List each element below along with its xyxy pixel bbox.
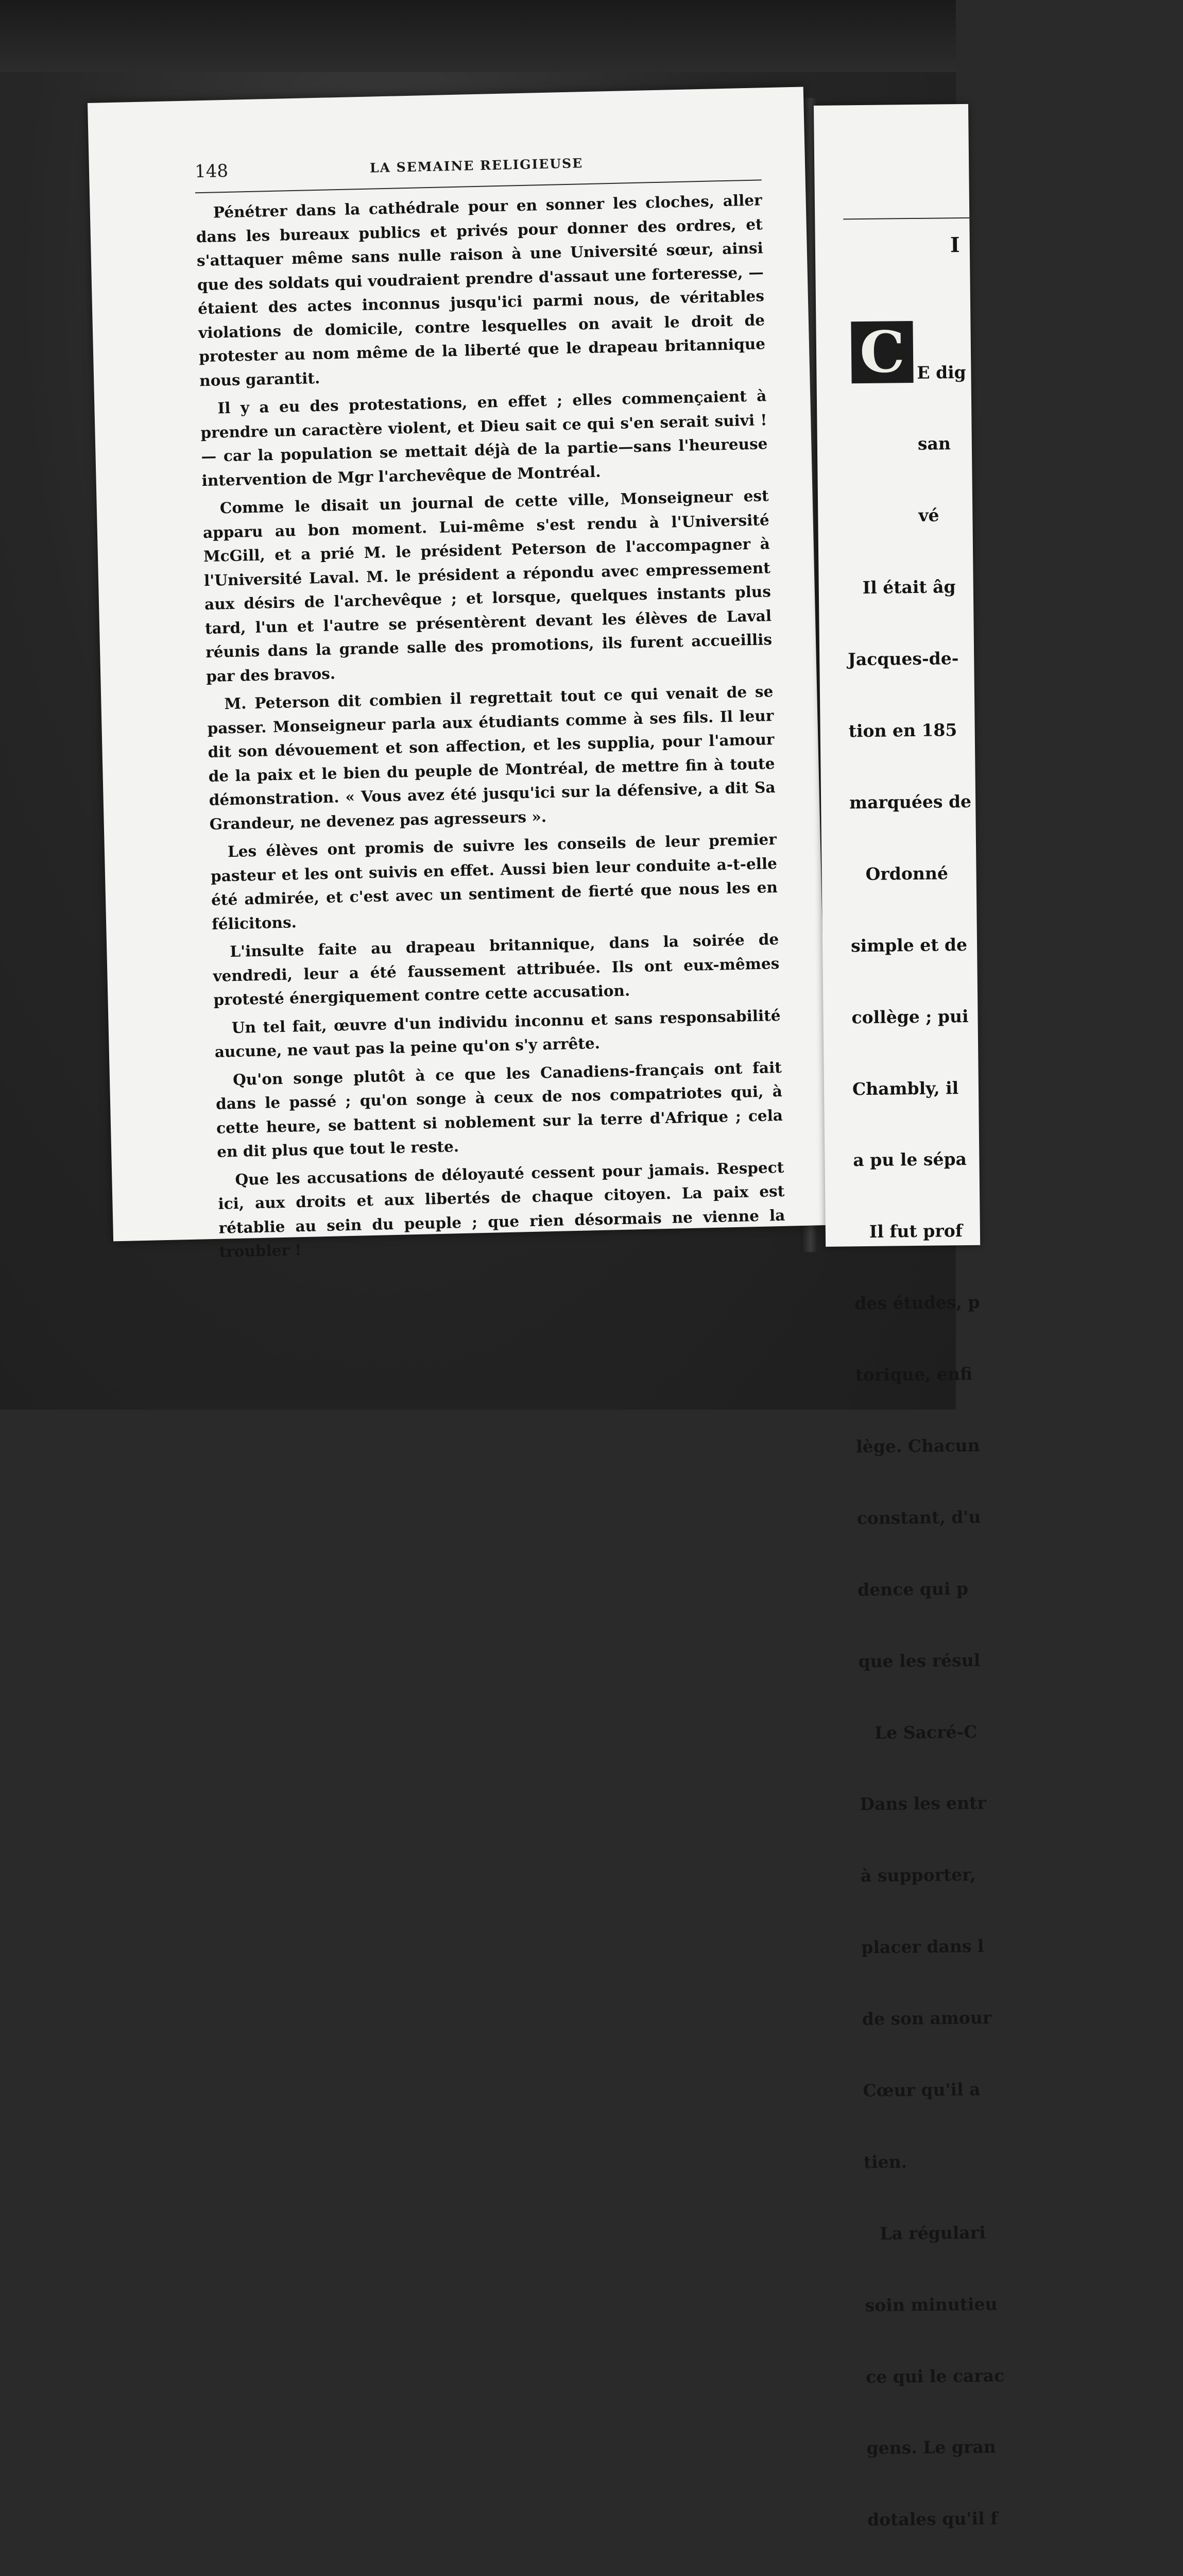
text-line: Dans les entr: [860, 1793, 987, 1815]
text-line: simple et de: [850, 934, 968, 956]
text-line: Jacques-de-: [848, 648, 959, 670]
text-line: soin minutieu: [865, 2294, 998, 2315]
text-line: Ordonné: [865, 863, 949, 884]
paragraph: L'insulte faite au drapeau britannique, dans la soirée de vendredi, leur a été faussement attribuée. Ils ont eux-mêmes protesté énergiquement contre cette accusation.: [213, 929, 780, 1009]
film-edge: [0, 0, 956, 72]
drop-cap: C: [851, 321, 913, 383]
header-rule: [843, 217, 998, 219]
left-page: [88, 87, 829, 1261]
paragraph: M. Peterson dit combien il regrettait tout ce qui venait de se passer. Monseigneur parla aux étudiants comme à ses fils. Il leur dit son dévouement et son affection, et les supplia, pour l'amour de la paix et le bien du peuple de Montréal, de mettre fin à toute démonstration. « Vous avez été jusqu'ici sur la défensive, a dit Sa Grandeur, ne devenez pas agresseurs ».: [207, 682, 776, 833]
text-line: dotales qu'il f: [867, 2508, 998, 2530]
heading-fragment: I: [950, 233, 960, 258]
text-line: de son amour: [862, 2007, 992, 2029]
text-line: lège. Chacun: [856, 1435, 980, 1457]
text-line: E dig: [917, 362, 966, 383]
text-line: constant, d'u: [856, 1506, 981, 1529]
paragraph: Les élèves ont promis de suivre les conseils de leur premier pasteur et les ont suivis en effet. Aussi bien leur conduite a-t-elle été admirée, et c'est avec un sentiment de fierté que nous les en félicitons.: [210, 830, 778, 933]
text-line: Il était âg: [862, 577, 956, 598]
text-line: san: [917, 433, 951, 454]
text-line: collège ; pui: [851, 1006, 969, 1027]
text-line: placer dans l: [861, 1936, 984, 1958]
paragraph: Comme le disait un journal de cette ville, Monseigneur est apparu au bon moment. Lui-même s'est rendu à l'Université McGill, et a prié M. le président Peterson de l'accompagner à l'Université Laval. M. le président a répondu avec empressement aux désirs de l'archevêque ; et lorsque, quelques instants plus tard, l'un et l'autre se présentèrent devant les élèves de Laval réunis dans la grande salle des promotions, ils furent accueillis par des bravos.: [202, 486, 773, 685]
text-line: La régulari: [880, 2222, 986, 2244]
text-line: a pu le sépa: [853, 1149, 967, 1171]
text-line: dence qui p: [857, 1578, 969, 1600]
text-line: tien.: [863, 2151, 907, 2173]
text-line: marquées de: [849, 791, 972, 813]
paragraph: Que les accusations de déloyauté cessent pour jamais. Respect ici, aux droits et aux libertés de chaque citoyen. La paix est rétablie au sein du peuple ; que rien désormais ne vienne la troubler !: [218, 1158, 785, 1261]
paragraph: Il y a eu des protestations, en effet ; elles commençaient à prendre un caractère violent, et Dieu sait ce qui s'en serait suivi ! — car la population se mettait déjà de la partie—sans l'heureuse intervention de Mgr l'archevêque de Montréal.: [200, 386, 768, 489]
paragraph: Pénétrer dans la cathédrale pour en sonner les cloches, aller dans les bureaux publics et privés pour donner des ordres, et s'attaquer même sans nulle raison à une Université sœur, ainsi que des soldats qui voudraient prendre d'assaut une forteresse, — étaient des actes inconnus jusqu'ici parmi nous, de véritables violations de domicile, contre lesquelles on avait le droit de protester au nom même de la liberté que le drapeau britannique nous garantit.: [196, 191, 766, 389]
running-head: LA SEMAINE RELIGIEUSE: [369, 156, 584, 176]
text-line: torique, enfi: [855, 1363, 973, 1385]
text-line: que les résul: [858, 1650, 981, 1671]
page-header: [195, 148, 782, 187]
article-body: [195, 188, 786, 1268]
text-line: à supporter,: [860, 1865, 976, 1886]
paragraph: Qu'on songe plutôt à ce que les Canadiens-français ont fait dans le passé ; qu'on songe à ceux de nos compatriotes qui, à cette heure, se battent si noblement sur la terre d'Afrique ; cela en dit plus que tout le reste.: [215, 1058, 783, 1161]
paragraph: Un tel fait, œuvre d'un individu inconnu et sans responsabilité aucune, ne vaut pas la peine qu'on s'y arrête.: [214, 1006, 781, 1061]
text-line: Le Sacré-C: [874, 1721, 978, 1743]
text-line: Cœur qu'il a: [863, 2079, 981, 2101]
page-number: 148: [194, 160, 229, 182]
text-line: vé: [918, 505, 939, 526]
text-line: Il fut prof: [869, 1221, 963, 1242]
text-line: ce qui le carac: [865, 2365, 1005, 2387]
text-line: tion en 185: [848, 720, 957, 741]
right-page: [814, 104, 1005, 2530]
text-line: des études, p: [854, 1292, 980, 1314]
text-line: Chambly, il: [852, 1077, 959, 1099]
text-line: gens. Le gran: [866, 2436, 996, 2459]
right-column-text: [844, 311, 1183, 2576]
